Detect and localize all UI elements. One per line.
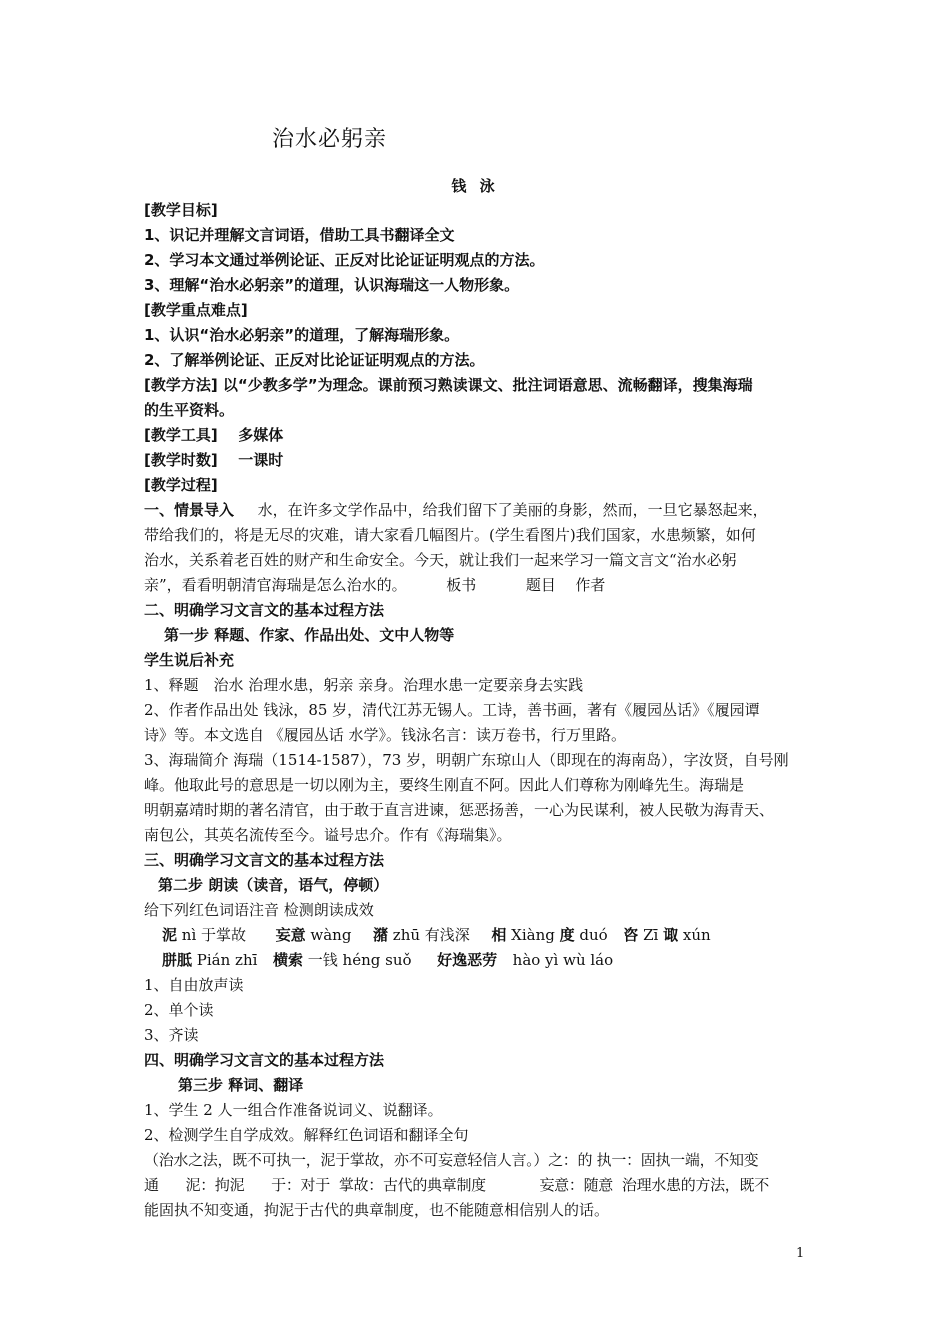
section2-line: 3、海瑞简介 海瑞（1514-1587），73 岁，明朝广东琼山人（即现在的海南岛），字汝贤，自号刚	[144, 751, 789, 769]
section2-line: 南包公，其英名流传至今。谥号忠介。作有《海瑞集》。	[144, 826, 512, 844]
word: 好逸恶劳	[437, 951, 498, 969]
section4-line: 2、检测学生自学成效。解释红色词语和翻译全句	[144, 1126, 469, 1144]
section4-heading: 四、明确学习文言文的基本过程方法	[144, 1051, 385, 1069]
section2-step: 第一步 释题、作家、作品出处、文中人物等	[164, 626, 455, 644]
reading: zhū 有浅深	[392, 926, 470, 944]
section1-heading: 一、情景导入	[144, 501, 235, 519]
word: 胼胝	[162, 951, 193, 969]
reading: duó	[579, 926, 608, 944]
reading: xún	[682, 926, 711, 944]
board-label: 板书	[446, 576, 477, 594]
tools-line	[144, 423, 810, 448]
reading: Xiàng	[511, 926, 555, 944]
method-line: [教学方法] 以“少教多学”为理念。课前预习熟读课文、批注词语意思、流畅翻译，搜集海瑞	[144, 376, 753, 394]
section3-heading: 三、明确学习文言文的基本过程方法	[144, 851, 385, 869]
reading-item: 3、齐读	[144, 1026, 199, 1044]
pronunciation-row	[144, 948, 810, 973]
section3-note: 给下列红色词语注音 检测朗读成效	[144, 901, 374, 919]
reading-item: 1、自由放声读	[144, 976, 244, 994]
section3-step: 第二步 朗读（读音，语气，停顿）	[158, 876, 389, 894]
key-point-item: 1、认识“治水必躬亲”的道理，了解海瑞形象。	[144, 326, 460, 344]
word: 咨	[623, 926, 639, 944]
page-number: 1	[796, 1246, 805, 1261]
time-value: 一课时	[238, 451, 284, 469]
section4-step: 第三步 释词、翻译	[178, 1076, 304, 1094]
time-line	[144, 448, 810, 473]
section2-line: 峰。他取此号的意思是一切以刚为主，要终生刚直不阿。因此人们尊称为刚峰先生。海瑞是	[144, 776, 745, 794]
goal-item: 2、学习本文通过举例论证、正反对比论证证明观点的方法。	[144, 251, 545, 269]
word: 横索	[272, 951, 303, 969]
goals-heading: [教学目标]	[144, 201, 218, 219]
word: 泥	[162, 926, 178, 944]
pronunciation-row	[144, 923, 810, 948]
reading-item: 2、单个读	[144, 1001, 214, 1019]
time-label: [教学时数]	[144, 451, 218, 469]
section4-line: （治水之法，既不可执一，泥于掌故，亦不可妄意轻信人言。）之：的 执一：固执一端，不知变	[144, 1151, 759, 1169]
word: 相	[491, 926, 507, 944]
section1-line: 治水，关系着老百姓的财产和生命安全。今天，就让我们一起来学习一篇文言文“治水必躬	[144, 551, 737, 569]
key-points-heading: [教学重点难点]	[144, 301, 248, 319]
reading: Pián zhī	[196, 951, 258, 969]
word: 潴	[373, 926, 389, 944]
section4-line: 能固执不知变通，拘泥于古代的典章制度，也不能随意相信别人的话。	[144, 1201, 610, 1219]
key-point-item: 2、了解举例论证、正反对比论证证明观点的方法。	[144, 351, 485, 369]
reading: 一钱 héng suǒ	[307, 951, 412, 969]
document-author: 钱 泳	[451, 177, 499, 195]
reading: wàng	[310, 926, 352, 944]
section2-line: 2、作者作品出处 钱泳，85 岁，清代江苏无锡人。工诗，善书画，著有《履园丛话》《履园谭	[144, 701, 760, 719]
goal-item: 3、理解“治水必躬亲”的道理，认识海瑞这一人物形象。	[144, 276, 520, 294]
section4-line: 1、学生 2 人一组合作准备说词义、说翻译。	[144, 1101, 443, 1119]
section1-line	[144, 498, 810, 523]
tools-value: 多媒体	[238, 426, 284, 444]
word: 度	[559, 926, 575, 944]
section2-line: 诗》等。本文选自 《履园丛话 水学》。钱泳名言：读万卷书，行万里路。	[144, 726, 627, 744]
method-line: 的生平资料。	[144, 401, 235, 419]
section1-text: 亲”，看看明朝清官海瑞是怎么治水的。	[144, 576, 407, 594]
section1-line	[144, 573, 810, 598]
topic-label: 题目	[525, 576, 556, 594]
section2-note: 学生说后补充	[144, 651, 235, 669]
section2-line: 1、释题 治水 治理水患，躬亲 亲身。治理水患一定要亲身去实践	[144, 676, 584, 694]
section2-heading: 二、明确学习文言文的基本过程方法	[144, 601, 385, 619]
tools-label: [教学工具]	[144, 426, 218, 444]
section4-line: 通 泥：拘泥 于：对于 掌故：古代的典章制度 妄意：随意 治理水患的方法，既不	[144, 1176, 769, 1194]
reading: nì 于掌故	[181, 926, 247, 944]
goal-item: 1、识记并理解文言词语，借助工具书翻译全文	[144, 226, 455, 244]
reading: Zī	[643, 926, 659, 944]
author-label: 作者	[575, 576, 606, 594]
process-heading: [教学过程]	[144, 476, 218, 494]
section2-line: 明朝嘉靖时期的著名清官，由于敢于直言进谏，惩恶扬善，一心为民谋利，被人民敬为海青天、	[144, 801, 775, 819]
reading: hào yì wù láo	[512, 951, 614, 969]
document-title: 治水必躬亲	[272, 127, 388, 152]
word: 妄意	[275, 926, 306, 944]
section1-text: 水，在许多文学作品中，给我们留下了美丽的身影，然而，一旦它暴怒起来，	[257, 501, 768, 519]
word: 诹	[663, 926, 679, 944]
section1-line: 带给我们的，将是无尽的灾难，请大家看几幅图片。(学生看图片)我们国家，水患频繁，如何	[144, 526, 756, 544]
document-body	[144, 198, 810, 1223]
